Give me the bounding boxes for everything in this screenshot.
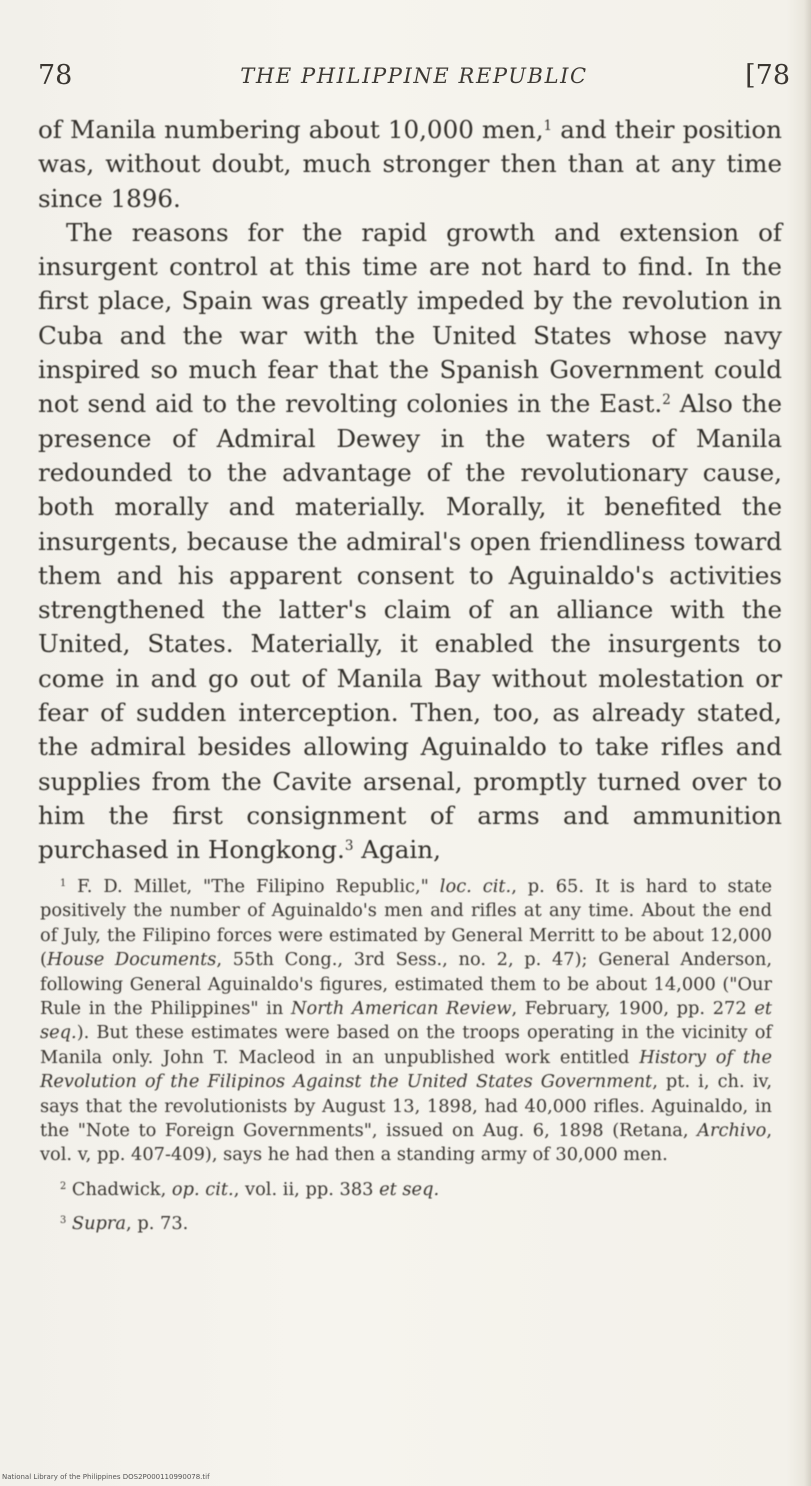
footnotes [40, 875, 772, 1247]
paragraph [38, 216, 782, 868]
footnote-ref: 3 [344, 838, 354, 855]
text-run: Again, [353, 835, 441, 865]
footnote-3 [40, 1212, 772, 1236]
text-run: The reasons for the rapid growth and extension of insurgent control at this time are not hard to find. In the first place, Spain was greatly impeded by the revolution in Cuba and the war with the United States whose navy inspired so much fear that the Spanish Government could not send aid to the revolting colonies in the East. [38, 217, 782, 419]
footnote-ref: 2 [662, 392, 671, 409]
footnote-2 [40, 1178, 772, 1202]
footnote-1 [40, 875, 772, 1168]
footnote-text: , February, 1900, pp. 272 [511, 998, 755, 1020]
footnote-italic: et seq. [40, 998, 772, 1044]
footnote-mark: 1 [60, 878, 67, 890]
text-run: Also the presence of Admiral Dewey in the waters of Manila redounded to the advantage of the revolutionary cause, both morally and materially. Morally, it benefited the insurgents, because the admiral's open friendliness toward them and his apparent consent to Aguinaldo's activities strengthened the latter's claim of an alliance with the United, States. Materially, it enabled the insurgents to come in and go out of Manila Bay without molestation or fear of sudden interception. Then, too, as already stated, the admiral besides allowing Aguinaldo to take rifles and supplies from the Cavite arsenal, promptly turned over to him the first consignment of arms and ammunition purchased in Hongkong. [38, 389, 782, 865]
footnote-italic: loc. cit. [439, 876, 512, 897]
footnote-text: , vol. ii, pp. 383 [233, 1178, 380, 1200]
footnote-italic: History of the Revolution of the Filipinos Against the United States Government [40, 1046, 772, 1093]
running-header [38, 60, 790, 104]
page-number-right: [78 [745, 60, 790, 91]
footnote-text: , p. 65. It is hard to state positively the number of Aguinaldo's men and rifles at any time. About the end of July, the Filipino forces were estimated by General Merritt to be about 12,000 ( [40, 876, 773, 971]
footnote-text: , p. 73. [126, 1213, 189, 1235]
scan-stamp: National Library of the Philippines DOS2P000110990078.tif [2, 1473, 210, 1481]
footnote-text: , vol. v, pp. 407-409), says he had then a standing army of 30,000 men. [40, 1120, 772, 1166]
footnote-text: , pt. i, ch. iv, says that the revolutionists by August 13, 1898, had 40,000 rifles. Aguinaldo, in the "Note to Foreign Governments", issued on Aug. 6, 1898 (Retana, [40, 1071, 773, 1142]
footnote-ref: 1 [543, 117, 553, 134]
page-number-left: 78 [38, 60, 73, 91]
footnote-mark: 2 [60, 1181, 67, 1193]
page-edge-shadow [804, 0, 811, 1486]
footnote-italic: op. cit. [171, 1178, 234, 1200]
running-title: THE PHILIPPINE REPUBLIC [240, 64, 588, 88]
footnote-text: F. D. Millet, "The Filipino Republic," [66, 876, 440, 897]
footnote-italic: House Documents [46, 949, 217, 971]
text-run: and their position was, without doubt, much stronger then than at any time since 1896. [38, 115, 782, 213]
footnote-mark: 3 [60, 1215, 67, 1227]
text-run: of Manila numbering about 10,000 men, [38, 115, 544, 144]
footnote-italic: Archivo [697, 1120, 767, 1142]
footnote-text: , 55th Cong., 3rd Sess., no. 2, p. 47); General Anderson, following General Aguinaldo's figures, estimated them to be about 14,000 ("Our Rule in the Philippines" in [40, 949, 772, 1020]
footnote-italic: et seq. [379, 1178, 440, 1200]
main-text [38, 113, 782, 868]
footnote-text: ). But these estimates were based on the troops operating in the vicinity of Manila only. John T. Macleod in an unpublished work entitled [40, 1022, 772, 1068]
footnote-text: Chadwick, [66, 1178, 172, 1200]
footnote-italic: Supra [66, 1213, 127, 1235]
paragraph-continued [38, 113, 782, 216]
footnote-italic: North American Review [290, 998, 512, 1020]
